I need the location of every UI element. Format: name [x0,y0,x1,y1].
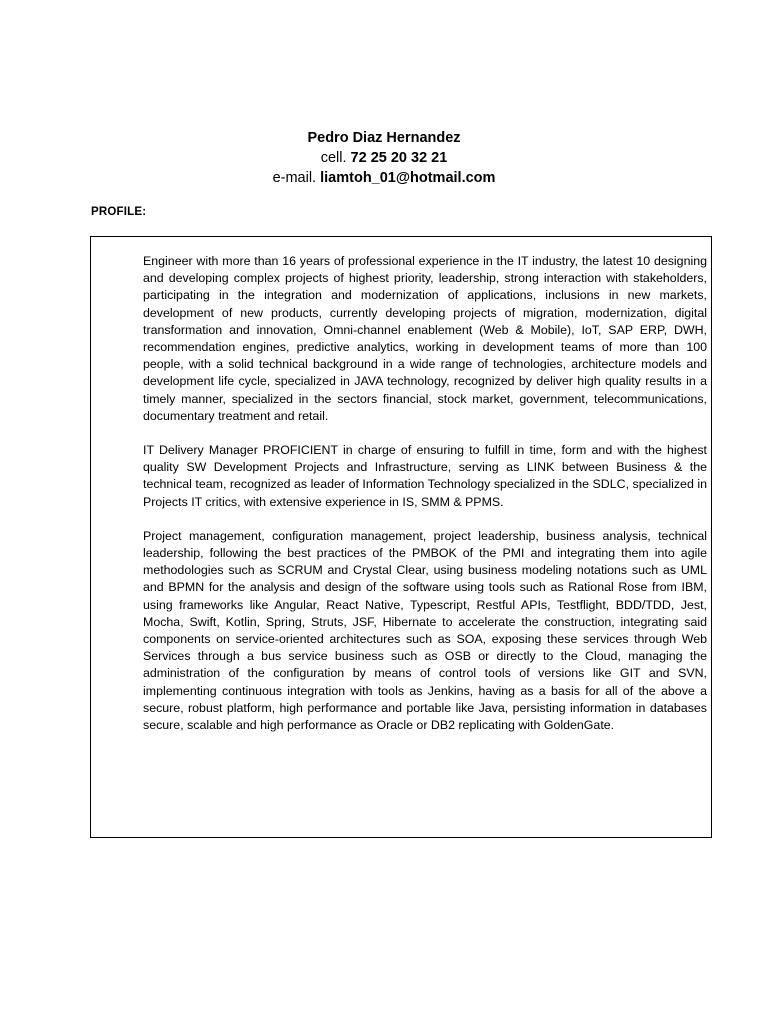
email-address: liamtoh_01@hotmail.com [320,170,496,186]
email-label: e-mail. [272,170,317,186]
email-line [0,168,768,188]
profile-paragraph-experience: Engineer with more than 16 years of professional experience in the IT industry, the latest 10 designing and developing complex projects of highest priority, leadership, strong interaction with stakeholders, participating in the integration and modernization of applications, inclusions in new markets, development of new products, currently developing projects of migration, modernization, digital transformation and innovation, Omni-channel enablement (Web & Mobile), IoT, SAP ERP, DWH, recommendation engines, predictive analytics, working in development teams of more than 100 people, with a solid technical background in a wide range of technologies, architecture models and development life cycle, specialized in JAVA technology, recognized by deliver high quality results in a timely manner, specialized in the sectors financial, stock market, government, telecommunications, documentary treatment and retail. [143,254,707,423]
profile-section-label: PROFILE: [91,206,147,218]
profile-body [143,253,707,751]
profile-paragraph-delivery-manager: IT Delivery Manager PROFICIENT in charge of ensuring to fulfill in time, form and with the highest quality SW Development Projects and Infrastructure, serving as LINK between Business & the technical team, recognized as leader of Information Technology specialized in the SDLC, specialized in Projects IT critics, with extensive experience in IS, SMM & PPMS. [143,443,707,509]
candidate-name: Pedro Diaz Hernandez [307,130,461,146]
phone-label: cell. [320,150,347,166]
profile-paragraph-skills: Project management, configuration management, project leadership, business analysis, technical leadership, following the best practices of the PMBOK of the PMI and integrating them into agile methodologies such as SCRUM and Crystal Clear, using business modeling notations such as UML and BPMN for the analysis and design of the software using tools such as Rational Rose from IBM, using frameworks like Angular, React Native, Typescript, Restful APIs, Testflight, BDD/TDD, Jest, Mocha, Swift, Kotlin, Spring, Struts, JSF, Hibernate to accelerate the construction, integrating said components on service-oriented architectures such as SOA, exposing these services through Web Services through a bus service business such as OSB or directly to the Cloud, managing the administration of the configuration by means of control tools of versions like GIT and SVN, implementing continuous integration with tools as Jenkins, having as a basis for all of the above a secure, robust platform, high performance and portable like Java, persisting information in databases secure, scalable and high performance as Oracle or DB2 replicating with GoldenGate. [143,528,707,733]
phone-number: 72 25 20 32 21 [350,150,448,166]
profile-box [90,236,712,838]
contact-header [0,128,768,188]
phone-line [0,148,768,168]
